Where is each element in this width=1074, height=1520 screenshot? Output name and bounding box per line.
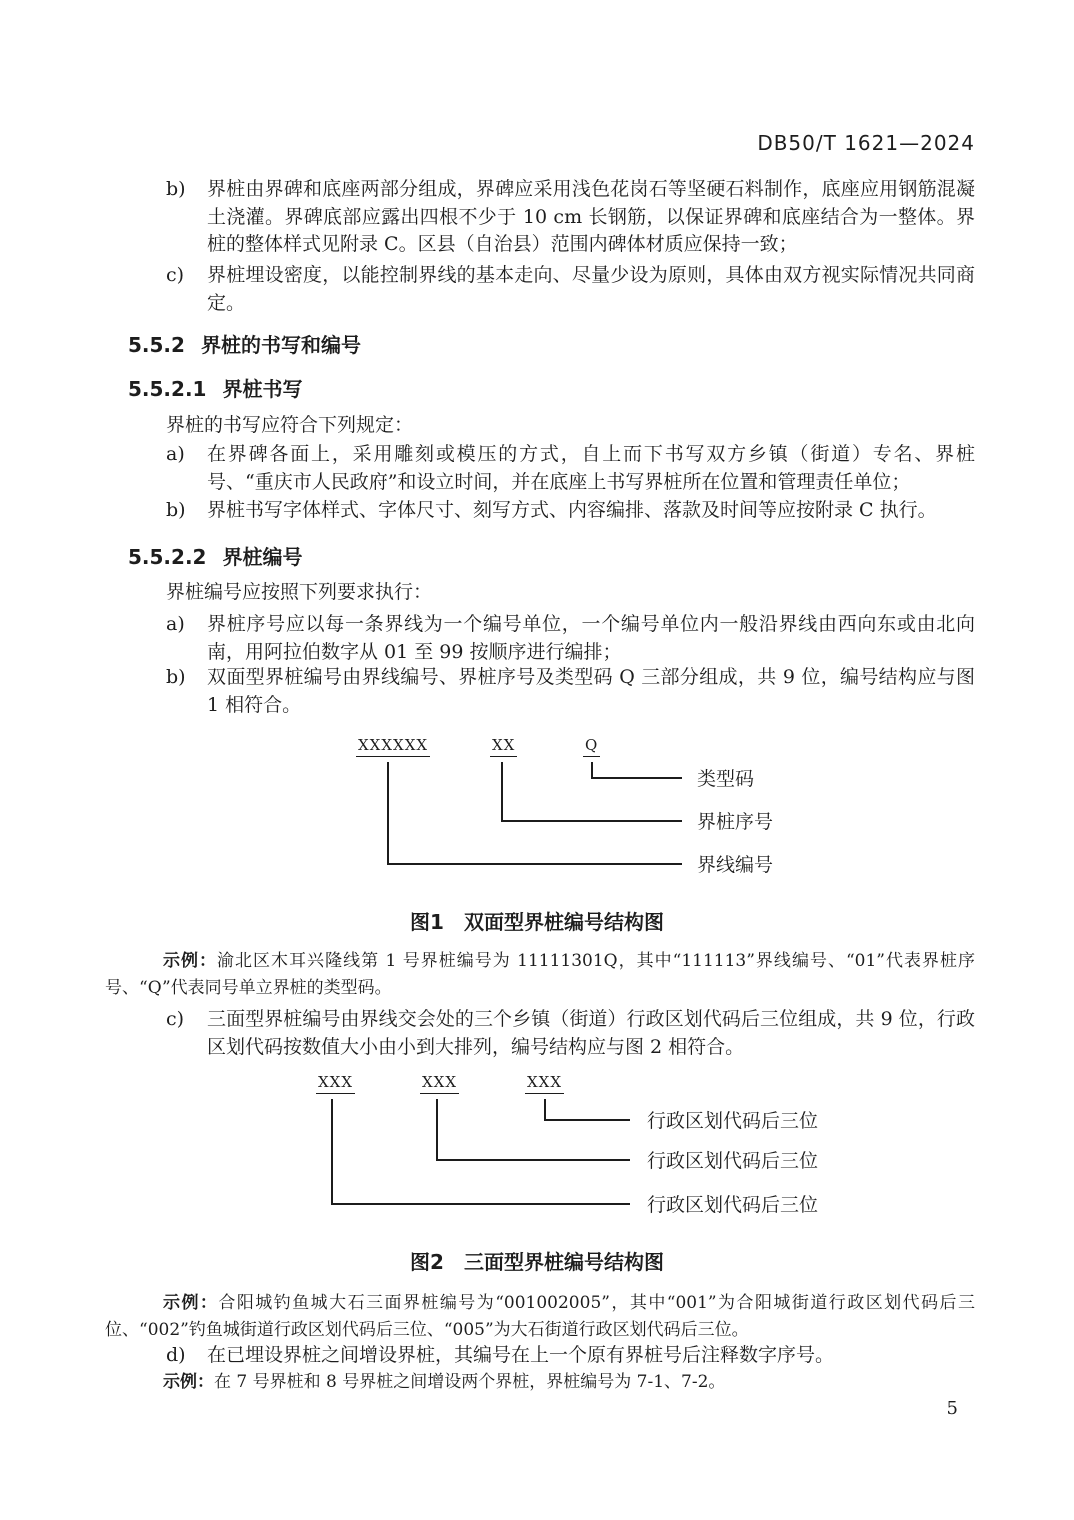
- numbering-item-d: [166, 1342, 975, 1370]
- heading-title: 界桩的书写和编号: [200, 333, 361, 357]
- example-text: 渝北区木耳兴隆线第 1 号界桩编号为 11111301Q，其中“111113”界线编号、“01”代表界桩序号、“Q”代表同号单立界桩的类型码。: [105, 951, 975, 998]
- figure2-connector-1: [331, 1099, 630, 1205]
- example-text: 在 7 号界桩和 8 号界桩之间增设两个界桩，界桩编号为 7-1、7-2。: [214, 1372, 726, 1392]
- example-label: 示例：: [163, 1372, 214, 1392]
- figure2-code-1: XXX: [316, 1075, 355, 1094]
- list-text: 界桩书写字体样式、字体尺寸、刻写方式、内容编排、落款及时间等应按附录 C 执行。: [207, 499, 937, 521]
- list-marker: c): [166, 1008, 185, 1030]
- figure1-code-type: Q: [583, 738, 600, 757]
- writing-intro-paragraph: 界桩的书写应符合下列规定：: [166, 414, 414, 436]
- list-text: 界桩埋设密度，以能控制界线的基本走向、尽量少设为原则，具体由双方视实际情况共同商定。: [207, 264, 975, 314]
- figure1-diagram: [0, 738, 1074, 888]
- list-marker: a): [166, 613, 185, 635]
- figure1-label-marker-seq: 界桩序号: [697, 811, 774, 833]
- list-text: 在界碑各面上，采用雕刻或模压的方式，自上而下书写双方乡镇（街道）专名、界桩号、“重庆市人民政府”和设立时间，并在底座上书写界桩所在位置和管理责任单位；: [207, 443, 975, 493]
- page-number: 5: [946, 1398, 958, 1419]
- heading-5-5-2-1: [128, 377, 975, 401]
- figure2-label-3: 行政区划代码后三位: [647, 1194, 819, 1216]
- figure1-label-type-code: 类型码: [697, 768, 755, 790]
- figure1-label-boundary-line: 界线编号: [697, 854, 774, 876]
- heading-title: 界桩编号: [222, 545, 303, 569]
- list-text: 三面型界桩编号由界线交会处的三个乡镇（街道）行政区划代码后三位组成，共 9 位，行政区划代码按数值大小由小到大排列，编号结构应与图 2 相符合。: [207, 1008, 975, 1058]
- writing-item-b: [166, 497, 975, 525]
- list-marker: b): [166, 666, 186, 688]
- heading-number: 5.5.2.2: [128, 545, 207, 569]
- list-marker: d): [166, 1344, 186, 1366]
- example3-note: [105, 1369, 975, 1396]
- example-text: 合阳城钓鱼城大石三面界桩编号为“001002005”，其中“001”为合阳城街道行政区划代码后三位、“002”钓鱼城街道行政区划代码后三位、“005”为大石街道行政区划代码后三位。: [105, 1293, 975, 1340]
- figure2-code-2: XXX: [420, 1075, 459, 1094]
- list-text: 界桩由界碑和底座两部分组成，界碑应采用浅色花岗石等坚硬石料制作，底座应用钢筋混凝土浇灌。界碑底部应露出四根不少于 10 cm 长钢筋，以保证界碑和底座结合为一整体。界桩的整体样式见附录 C。区县（自治县）范围内碑体材质应保持一致；: [207, 178, 975, 255]
- heading-5-5-2-2: [128, 545, 975, 569]
- figure1-code-marker-seq: XX: [490, 738, 517, 757]
- heading-number: 5.5.2.1: [128, 377, 207, 401]
- figure1-caption: 图1 双面型界桩编号结构图: [410, 910, 664, 934]
- figure2-code-3: XXX: [525, 1075, 564, 1094]
- example2-note: [105, 1290, 975, 1343]
- list-item-b: [166, 176, 975, 259]
- example1-note: [105, 948, 975, 1001]
- heading-title: 界桩书写: [222, 377, 303, 401]
- list-marker: b): [166, 499, 186, 521]
- list-text: 界桩序号应以每一条界线为一个编号单位，一个编号单位内一般沿界线由西向东或由北向南，用阿拉伯数字从 01 至 99 按顺序进行编排；: [207, 613, 975, 663]
- list-text: 在已埋设界桩之间增设界桩，其编号在上一个原有界桩号后注释数字序号。: [207, 1344, 835, 1366]
- heading-number: 5.5.2: [128, 333, 185, 357]
- example-label: 示例：: [163, 951, 218, 971]
- list-item-c: [166, 262, 975, 317]
- numbering-item-a: [166, 611, 975, 666]
- example-label: 示例：: [163, 1293, 219, 1313]
- figure2-label-2: 行政区划代码后三位: [647, 1150, 819, 1172]
- doc-code-header: DB50/T 1621—2024: [757, 131, 975, 155]
- numbering-item-c: [166, 1006, 975, 1061]
- figure2-caption: 图2 三面型界桩编号结构图: [410, 1250, 664, 1274]
- list-text: 双面型界桩编号由界线编号、界桩序号及类型码 Q 三部分组成，共 9 位，编号结构应与图 1 相符合。: [207, 666, 975, 716]
- figure2-label-1: 行政区划代码后三位: [647, 1110, 819, 1132]
- heading-5-5-2: [128, 333, 975, 357]
- list-marker: c): [166, 264, 185, 286]
- numbering-intro-paragraph: 界桩编号应按照下列要求执行：: [166, 581, 433, 603]
- figure2-diagram: [0, 1075, 1074, 1225]
- figure1-code-boundary-line: XXXXXX: [356, 738, 430, 757]
- figure1-connector-boundary-line: [387, 762, 682, 865]
- list-marker: b): [166, 178, 186, 200]
- writing-item-a: [166, 441, 975, 496]
- numbering-item-b: [166, 664, 975, 719]
- list-marker: a): [166, 443, 185, 465]
